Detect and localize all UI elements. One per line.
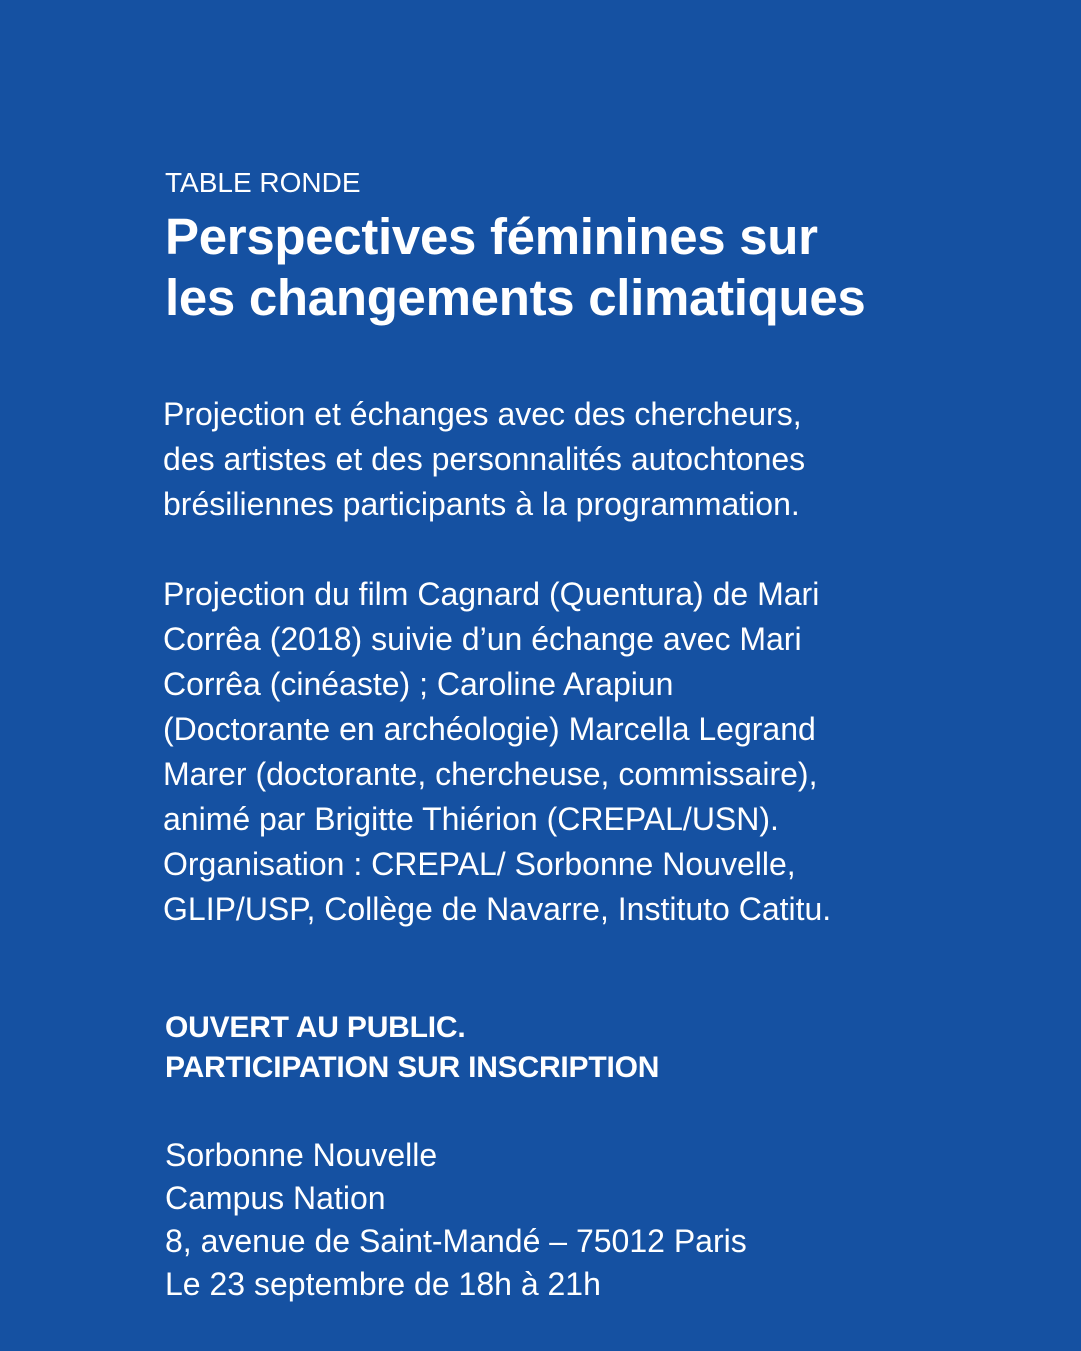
venue-address: 8, avenue de Saint-Mandé – 75012 Paris xyxy=(165,1223,747,1259)
description-line: Organisation : CREPAL/ Sorbonne Nouvelle, xyxy=(163,846,796,882)
event-venue xyxy=(165,1134,1005,1306)
intro-line: brésiliennes participants à la programmation. xyxy=(163,486,800,522)
notice-line: OUVERT AU PUBLIC. xyxy=(165,1011,466,1044)
event-description xyxy=(163,572,1005,932)
description-line: Corrêa (cinéaste) ; Caroline Arapiun xyxy=(163,666,674,702)
description-line: Corrêa (2018) suivie d’un échange avec Mari xyxy=(163,621,802,657)
intro-line: des artistes et des personnalités autochtones xyxy=(163,441,806,477)
description-line: Projection du film Cagnard (Quentura) de Mari xyxy=(163,576,820,612)
title-line: Perspectives féminines sur xyxy=(165,208,818,265)
event-intro xyxy=(163,392,1005,527)
registration-notice xyxy=(165,1008,1005,1088)
event-datetime: Le 23 septembre de 18h à 21h xyxy=(165,1266,601,1302)
description-line: animé par Brigitte Thiérion (CREPAL/USN). xyxy=(163,801,779,837)
description-line: GLIP/USP, Collège de Navarre, Instituto Catitu. xyxy=(163,891,832,927)
venue-campus: Campus Nation xyxy=(165,1180,386,1216)
notice-line: PARTICIPATION SUR INSCRIPTION xyxy=(165,1051,660,1084)
intro-line: Projection et échanges avec des chercheurs, xyxy=(163,396,802,432)
event-title xyxy=(165,206,1005,328)
title-line: les changements climatiques xyxy=(165,269,866,326)
description-line: (Doctorante en archéologie) Marcella Legrand xyxy=(163,711,816,747)
event-category: TABLE RONDE xyxy=(165,167,361,198)
description-line: Marer (doctorante, chercheuse, commissaire), xyxy=(163,756,818,792)
venue-name: Sorbonne Nouvelle xyxy=(165,1137,438,1173)
poster-content xyxy=(165,166,1005,1306)
